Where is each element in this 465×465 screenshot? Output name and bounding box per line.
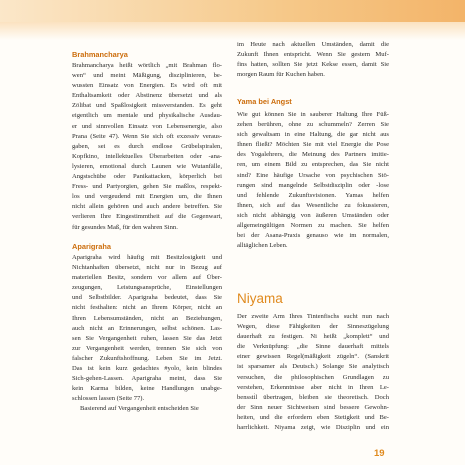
text-line: Zölibat und Spaßlosigkeit missverstanden. Es geht xyxy=(72,102,222,110)
text-line: dauerhaft zu festigen. Ni heißt „komplett“ und xyxy=(237,333,389,341)
text-line: schlossen lassen (Seite 77). xyxy=(72,395,145,403)
text-line: sen Sie Vergangenheit ruhen, lassen Sie das Jetzt xyxy=(72,334,222,342)
text-line: für gesundes Maß, für den wahren Sinn. xyxy=(72,223,178,231)
text-line: er und sinnvollen Einsatz von Lebensenergie, also xyxy=(72,122,222,130)
text-line: die Verknüpfung: „die Sinne dauerhaft mittels xyxy=(237,343,389,351)
text-line: Angstschübe oder Panikattacken, körperlich bei xyxy=(72,173,222,181)
paragraph-aparigraha xyxy=(72,253,222,415)
text-line: sich nicht abhängig von äußeren Umständen oder xyxy=(237,211,389,219)
paragraph-niyama xyxy=(237,312,389,433)
section-heading-aparigraha: Aparigraha xyxy=(72,242,112,251)
text-line: Brahmancharya heißt wörtlich „mit Brahman flo- xyxy=(72,62,222,69)
text-line: fins hatten, sollten Sie jetzt Kekse essen, damit Sie xyxy=(237,61,389,69)
text-line: Fress- und Partyorgien, gehen Sie maßlos, respekt- xyxy=(72,183,222,191)
text-line: sind? Eine häufige Ursache von psychischen Stö- xyxy=(237,171,389,179)
text-line: Ihnen, sich auf das Wesentliche zu fokussieren, xyxy=(237,201,389,209)
text-line: kein Karma bilden, keine Handlungen unabge- xyxy=(72,385,222,393)
text-line: los und vergeudend mit Energien um, die Ihnen xyxy=(72,193,222,201)
text-line: zeugungen, Leistungsansprüche, Einstellungen xyxy=(72,284,222,292)
paragraph-yama xyxy=(237,110,389,251)
text-line: morgen Raum für Kuchen haben. xyxy=(237,71,325,79)
page-number: 19 xyxy=(374,448,385,459)
text-line: zur Vergangenheit werden, trennen Sie sich von xyxy=(72,344,222,352)
text-line: im Heute nach aktuellen Umständen, damit die xyxy=(237,41,389,48)
text-line: des Yogalehrers, die Meinung des Partners imitie- xyxy=(237,151,389,159)
text-line: versuchen, die philosophischen Grundlagen zu xyxy=(237,373,389,381)
text-line: und fehlende Zukunftsvisionen. Yamas helfen xyxy=(237,191,389,199)
text-line: zehen berühren, ohne zu schummeln? Zerren Sie xyxy=(237,121,389,129)
paragraph-intro xyxy=(237,40,389,80)
text-line: Wie gut können Sie in sauberer Haltung Ihre Füß- xyxy=(237,111,389,118)
text-line: Basierend auf Vergangenheit entscheiden Sie xyxy=(80,405,199,413)
text-line: heiten, und die erfordern eben Stetigkeit und Be- xyxy=(237,413,389,421)
text-line: wussten Einsatz von Energien. Es wird oft mit xyxy=(72,82,222,90)
text-line: und Selbstbilder. Aparigraha bedeutet, dass Sie xyxy=(72,294,222,302)
text-line: benssti̇l übertragen, bleiben sie theoretisch. Doch xyxy=(237,393,389,401)
text-line: einer gewissen Regel(mäßigkeit zügeln“. (Sanskrit xyxy=(237,353,389,361)
text-line: Der zweite Arm Ihres Tintenfischs sucht nun nach xyxy=(237,313,389,320)
text-line: eigentlich um mentale und physikalische Ausdau- xyxy=(72,112,222,120)
text-line: rungen sind mangelnde Selbstdisziplin oder -lose xyxy=(237,181,389,189)
text-line: Prana (Seite 47). Wenn Sie sich oft exzessiv veraus- xyxy=(72,132,222,140)
text-line: gaben, sei es durch endlose Grübelspiralen, xyxy=(72,142,222,150)
text-line: verlieren Ihre Eingestimmtheit auf die Gegenwart, xyxy=(72,213,222,221)
top-color-fade xyxy=(0,22,465,40)
text-line: harrlichkeit. Niyama zeigt, wie Disziplin und ein xyxy=(237,424,389,432)
text-line: materiellen Besitz, sondern vor allem auf Über- xyxy=(72,274,222,282)
text-line: ren, um einem Bild zu entsprechen, das Sie nicht xyxy=(237,161,389,169)
text-line: verstehen, Erkenntnisse aber nicht in Ihren Le- xyxy=(237,383,389,391)
text-line: Das ist kein kurz gedachtes #yolo, kein blindes xyxy=(72,365,222,373)
text-line: sich gewaltsam in eine Haltung, die gar nicht aus xyxy=(237,131,389,139)
text-line: nicht festhalten: nicht an Ihrem Körper, nicht an xyxy=(72,304,222,312)
text-line: Ihren Lebensumständen, nicht an Beziehungen, xyxy=(72,314,222,322)
text-line: auch nicht an Erinnerungen, selbst schönen. Las- xyxy=(72,324,222,332)
text-line: nicht allein gehören und auch andere betreffen. Sie xyxy=(72,203,222,211)
text-line: Zukunft Ihnen entspricht. Wenn Sie gestern Muf- xyxy=(237,51,389,59)
text-line: Kopfkino, intellektuelles Überarbeiten oder -ana- xyxy=(72,152,222,160)
text-line: lysieren, emotional durch Launen wie Wutanfälle, xyxy=(72,162,222,170)
top-color-band xyxy=(0,0,465,22)
text-line: alltäglichen Leben. xyxy=(237,242,288,250)
text-line: ist sparsamer als Deutsch.) Solange Sie analytisch xyxy=(237,363,389,371)
text-line: Aparigraha wird häufig mit Besitzlosigkeit und xyxy=(72,254,222,261)
text-line: allgemeingültigen Normen zu machen. Sie helfen xyxy=(237,222,389,230)
section-heading-niyama: Niyama xyxy=(237,291,283,306)
text-line: Nichtanhaften übersetzt, nicht nur in Bezug auf xyxy=(72,264,222,272)
text-line: bei der Asana-Praxis genauso wie im normalen, xyxy=(237,232,389,240)
text-line: Ihnen fließt? Möchten Sie mit viel Energie die Pose xyxy=(237,141,389,149)
section-heading-brahmancharya: Brahmancharya xyxy=(72,50,128,59)
text-line: wen“ und meint Mäßigung, disziplinieren, be- xyxy=(72,72,222,80)
text-line: der Sinn neuer Sichtweisen sind bessere Gewohn- xyxy=(237,403,389,411)
text-line: Enthaltsamkeit oder Abstinenz übersetzt und als xyxy=(72,92,222,100)
text-line: Sich-gehen-Lassen. Aparigraha meint, dass Sie xyxy=(72,375,222,383)
text-line: Wegen, diese Fähigkeiten der Sinneszügelung xyxy=(237,323,389,331)
section-heading-yama-bei-angst: Yama bei Angst xyxy=(237,97,292,106)
paragraph-brahmancharya xyxy=(72,61,222,233)
text-line: falscher Zukunftshoffnung. Leben Sie im Jetzt. xyxy=(72,354,222,362)
